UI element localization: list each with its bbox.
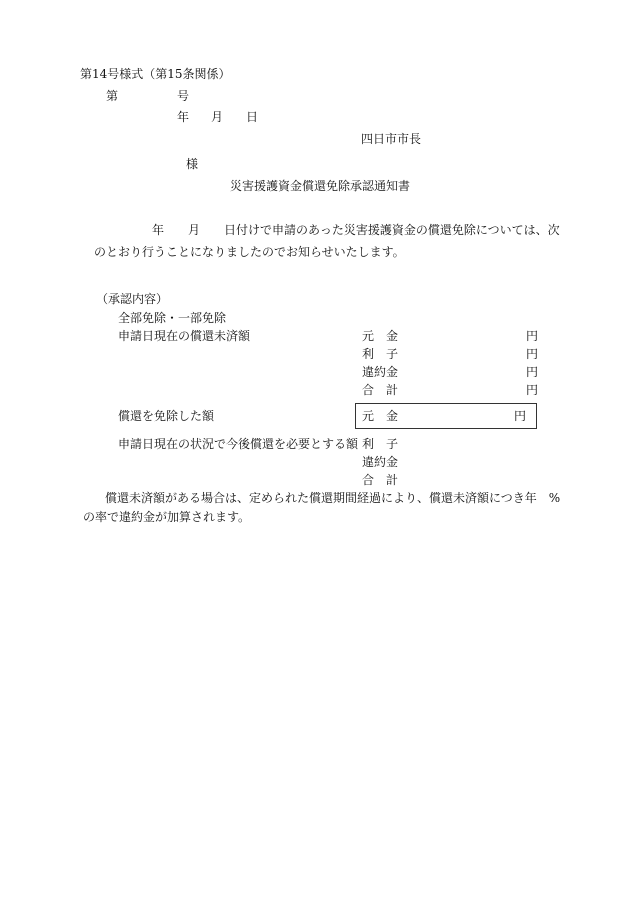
future-penalty-label: 違約金 (362, 455, 399, 469)
date-day: 日 (246, 110, 259, 124)
future-total-label: 合 計 (362, 473, 399, 487)
future-amount-label: 申請日現在の状況で今後償還を必要とする額 (118, 437, 359, 451)
unpaid-principal-label: 元 金 (362, 329, 399, 343)
unpaid-penalty-unit: 円 (526, 365, 539, 379)
exemption-type: 全部免除・一部免除 (118, 311, 227, 325)
unpaid-principal-unit: 円 (526, 329, 539, 343)
unpaid-interest-label: 利 子 (362, 347, 399, 361)
issuer-name: 四日市市長 (361, 132, 422, 146)
document-title: 災害援護資金償還免除承認通知書 (230, 179, 411, 193)
exempted-principal-label: 元 金 (362, 409, 399, 423)
document-number-prefix: 第 (106, 89, 119, 103)
note-line-1: 償還未済額がある場合は、定められた償還期間経過により、償還未済額につき年 % (105, 491, 561, 505)
form-number: 第14号様式（第15条関係） (80, 67, 231, 81)
note-line-2: の率で違約金が加算されます。 (83, 510, 251, 524)
body-line-2: のとおり行うことになりましたのでお知らせいたします。 (94, 245, 405, 259)
unpaid-interest-unit: 円 (526, 347, 539, 361)
exempted-amount-label: 償還を免除した額 (118, 409, 215, 423)
unpaid-total-label: 合 計 (362, 383, 399, 397)
exempted-principal-unit: 円 (514, 409, 527, 423)
future-interest-label: 利 子 (362, 437, 399, 451)
unpaid-total-unit: 円 (526, 383, 539, 397)
unpaid-amount-label: 申請日現在の償還未済額 (118, 329, 251, 343)
body-line-1: 年 月 日付けで申請のあった災害援護資金の償還免除については、次 (152, 223, 560, 237)
recipient-honorific: 様 (186, 157, 199, 171)
details-heading: （承認内容） (96, 292, 169, 306)
document-number-suffix: 号 (177, 89, 190, 103)
date-year: 年 (177, 110, 190, 124)
unpaid-penalty-label: 違約金 (362, 365, 399, 379)
date-month: 月 (211, 110, 224, 124)
